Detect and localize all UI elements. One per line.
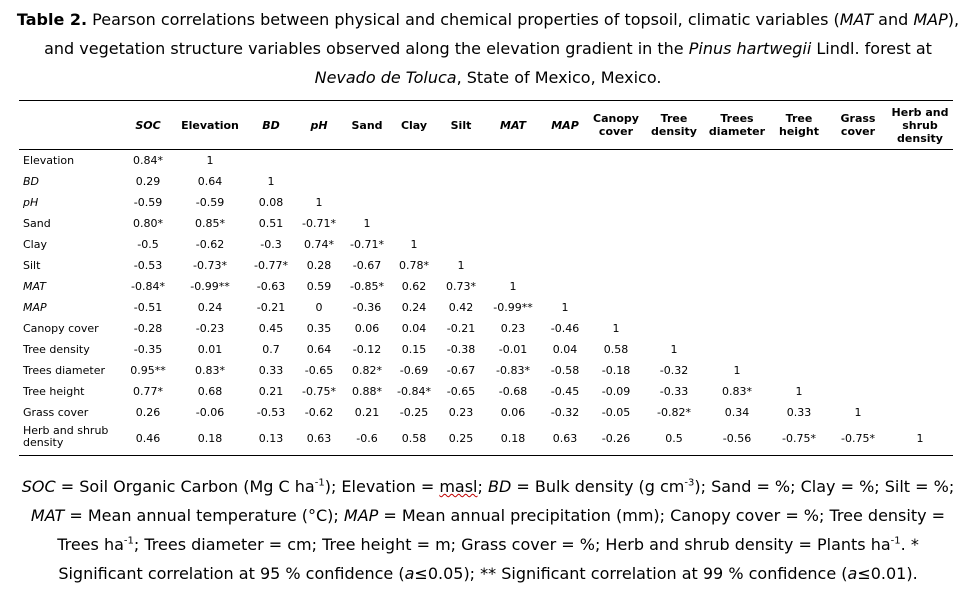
table-cell: 1 bbox=[612, 321, 620, 335]
table-cell bbox=[485, 213, 541, 234]
table-cell bbox=[829, 318, 887, 339]
footnote-sup: -1 bbox=[890, 535, 901, 547]
table-cell: -0.6 bbox=[343, 423, 391, 456]
row-label: Grass cover bbox=[23, 405, 89, 419]
table-cell: 1 bbox=[670, 342, 678, 356]
column-header: Tree density bbox=[643, 101, 705, 150]
table-cell bbox=[887, 360, 953, 381]
table-cell: 0.63 bbox=[295, 423, 343, 456]
table-cell: 0.13 bbox=[247, 423, 295, 456]
caption-text-3: Lindl. forest at bbox=[811, 39, 932, 58]
table-body bbox=[19, 150, 953, 456]
table-cell: 0.24 bbox=[401, 300, 427, 314]
table-cell bbox=[887, 255, 953, 276]
table-cell bbox=[343, 171, 391, 192]
caption-species: Pinus hartwegii bbox=[688, 39, 812, 58]
footnote-text: . * Significant correlation at 95 % confidence ( bbox=[58, 535, 919, 583]
table-cell: -0.99** bbox=[190, 279, 230, 293]
table-cell bbox=[643, 297, 705, 318]
column-header: Canopy cover bbox=[589, 101, 643, 150]
footnote-text: ≤0.01). bbox=[857, 564, 918, 583]
table-cell: 0.82* bbox=[352, 363, 382, 377]
table-cell: -0.75* bbox=[829, 423, 887, 456]
column-header: Elevation bbox=[173, 101, 247, 150]
table-cell bbox=[391, 171, 437, 192]
table-cell bbox=[769, 318, 829, 339]
table-cell: -0.09 bbox=[601, 384, 631, 398]
table-cell bbox=[485, 192, 541, 213]
table-cell bbox=[295, 150, 343, 172]
table-cell: -0.67 bbox=[446, 363, 476, 377]
table-cell bbox=[705, 318, 769, 339]
table-cell: 0.58 bbox=[391, 423, 437, 456]
table-cell: 0.80* bbox=[133, 216, 163, 230]
table-cell: -0.85* bbox=[350, 279, 384, 293]
table-cell bbox=[829, 255, 887, 276]
table-row bbox=[19, 402, 953, 423]
row-label: MAP bbox=[23, 300, 47, 314]
footnote-text: = Mean annual precipitation (mm); Canopy cover = %; Tree density = Trees ha bbox=[57, 506, 946, 554]
table-cell: -0.65 bbox=[446, 384, 476, 398]
table-cell bbox=[541, 150, 589, 172]
table-cell: 1 bbox=[887, 423, 953, 456]
table-cell bbox=[485, 234, 541, 255]
table-cell bbox=[769, 171, 829, 192]
table-cell bbox=[437, 150, 485, 172]
table-cell bbox=[769, 360, 829, 381]
table-cell bbox=[829, 171, 887, 192]
footnote-text: ≤0.05); ** Significant correlation at 99 % confidence ( bbox=[414, 564, 848, 583]
table-cell bbox=[829, 213, 887, 234]
table-cell: 0.21 bbox=[258, 384, 284, 398]
table-cell: 0.95** bbox=[130, 363, 166, 377]
table-cell bbox=[643, 150, 705, 172]
table-cell bbox=[829, 360, 887, 381]
table-cell: 0.85* bbox=[195, 216, 225, 230]
caption-text-4: , State of Mexico, Mexico. bbox=[456, 68, 662, 87]
table-cell bbox=[643, 234, 705, 255]
table-cell bbox=[437, 192, 485, 213]
table-cell: 0.5 bbox=[643, 423, 705, 456]
table-cell: -0.35 bbox=[133, 342, 163, 356]
table-row bbox=[19, 234, 953, 255]
table-cell: -0.21 bbox=[446, 321, 476, 335]
table-cell bbox=[643, 192, 705, 213]
table-cell: -0.18 bbox=[601, 363, 631, 377]
table-cell: -0.56 bbox=[705, 423, 769, 456]
table-cell bbox=[887, 171, 953, 192]
table-cell: 0.73* bbox=[446, 279, 476, 293]
table-cell bbox=[829, 297, 887, 318]
table-cell bbox=[887, 381, 953, 402]
table-cell: -0.71* bbox=[350, 237, 384, 251]
row-label: Elevation bbox=[23, 153, 75, 167]
table-cell: 0.06 bbox=[354, 321, 380, 335]
table-cell bbox=[887, 402, 953, 423]
table-cell bbox=[829, 276, 887, 297]
table-row bbox=[19, 297, 953, 318]
row-label: MAT bbox=[23, 279, 46, 293]
table-cell: -0.51 bbox=[133, 300, 163, 314]
footnote-soc: SOC bbox=[21, 477, 56, 496]
column-header: Grass cover bbox=[829, 101, 887, 150]
table-cell: 1 bbox=[410, 237, 418, 251]
table-cell bbox=[887, 192, 953, 213]
row-label: BD bbox=[23, 174, 40, 188]
table-cell bbox=[485, 150, 541, 172]
table-cell bbox=[829, 150, 887, 172]
footnote-sup: -1 bbox=[123, 535, 134, 547]
table-cell: 0 bbox=[315, 300, 323, 314]
table-cell bbox=[705, 150, 769, 172]
table-cell: -0.45 bbox=[550, 384, 580, 398]
table-cell: 1 bbox=[206, 153, 214, 167]
table-cell bbox=[589, 234, 643, 255]
table-cell: -0.84* bbox=[397, 384, 431, 398]
table-cell: -0.69 bbox=[399, 363, 429, 377]
table-cell bbox=[705, 297, 769, 318]
table-cell: -0.5 bbox=[137, 237, 159, 251]
column-header: Silt bbox=[437, 101, 485, 150]
table-cell bbox=[829, 192, 887, 213]
row-label: Sand bbox=[23, 216, 51, 230]
footnote-sup: -3 bbox=[684, 477, 695, 489]
caption-and: and bbox=[873, 10, 914, 29]
table-cell bbox=[589, 150, 643, 172]
row-label: Canopy cover bbox=[23, 321, 99, 335]
table-cell bbox=[829, 234, 887, 255]
table-cell: 0.74* bbox=[304, 237, 334, 251]
footnote-text: ; Trees diameter = cm; Tree height = m; Grass cover = %; Herb and shrub density = Plants ha bbox=[133, 535, 891, 554]
table-cell: -0.65 bbox=[304, 363, 334, 377]
footnote-text: = Mean annual temperature (°C); bbox=[64, 506, 344, 525]
footnote-masl: masl bbox=[439, 477, 478, 496]
row-label: pH bbox=[23, 195, 39, 209]
row-label: Herb and shrub density bbox=[19, 423, 123, 456]
table-cell: -0.28 bbox=[133, 321, 163, 335]
table-cell bbox=[887, 276, 953, 297]
table-cell bbox=[541, 213, 589, 234]
table-cell: 1 bbox=[363, 216, 371, 230]
header-corner bbox=[19, 101, 123, 150]
table-cell: 0.83* bbox=[722, 384, 752, 398]
table-cell: 1 bbox=[854, 405, 862, 419]
table-cell bbox=[705, 192, 769, 213]
table-cell: -0.38 bbox=[446, 342, 476, 356]
table-cell: 0.01 bbox=[197, 342, 223, 356]
table-cell bbox=[643, 171, 705, 192]
table-cell: 0.06 bbox=[500, 405, 526, 419]
table-cell: -0.23 bbox=[195, 321, 225, 335]
footnote-alpha: a bbox=[404, 564, 415, 583]
table-cell: -0.3 bbox=[260, 237, 282, 251]
table-cell: 0.34 bbox=[724, 405, 750, 419]
table-cell: 0.18 bbox=[485, 423, 541, 456]
table-cell: -0.68 bbox=[498, 384, 528, 398]
table-cell bbox=[589, 297, 643, 318]
table-cell bbox=[769, 234, 829, 255]
column-header: SOC bbox=[123, 101, 173, 150]
row-label: Trees diameter bbox=[23, 363, 106, 377]
footnote-text: ); Sand = %; Clay = %; Silt = %; bbox=[694, 477, 955, 496]
table-cell bbox=[541, 171, 589, 192]
caption-text-2: ), and vegetation structure variables observed along the elevation gradient in the bbox=[44, 10, 960, 58]
table-cell bbox=[643, 276, 705, 297]
column-header: Trees diameter bbox=[705, 101, 769, 150]
column-header: MAP bbox=[541, 101, 589, 150]
column-header: Clay bbox=[391, 101, 437, 150]
table-cell: -0.06 bbox=[195, 405, 225, 419]
table-cell bbox=[769, 276, 829, 297]
table-cell: -0.77* bbox=[254, 258, 288, 272]
table-cell bbox=[589, 171, 643, 192]
table-cell: 0.64 bbox=[306, 342, 332, 356]
table-cell: -0.62 bbox=[195, 237, 225, 251]
table-cell: -0.75* bbox=[769, 423, 829, 456]
table-cell bbox=[485, 171, 541, 192]
table-cell: -0.84* bbox=[131, 279, 165, 293]
table-cell: -0.53 bbox=[133, 258, 163, 272]
column-header: MAT bbox=[485, 101, 541, 150]
table-cell: 0.42 bbox=[448, 300, 474, 314]
table-cell bbox=[391, 150, 437, 172]
table-cell: -0.59 bbox=[195, 195, 225, 209]
table-cell: -0.05 bbox=[601, 405, 631, 419]
table-cell: 1 bbox=[733, 363, 741, 377]
footnote-map: MAP bbox=[343, 506, 379, 525]
table-cell bbox=[705, 339, 769, 360]
table-cell: 0.45 bbox=[258, 321, 284, 335]
table-row bbox=[19, 423, 953, 456]
table-row bbox=[19, 150, 953, 172]
table-cell: 0.84* bbox=[133, 153, 163, 167]
column-header: BD bbox=[247, 101, 295, 150]
table-cell: 0.04 bbox=[401, 321, 427, 335]
table-row bbox=[19, 255, 953, 276]
table-cell bbox=[887, 234, 953, 255]
table-cell: -0.71* bbox=[302, 216, 336, 230]
table-cell bbox=[343, 192, 391, 213]
table-cell: 1 bbox=[315, 195, 323, 209]
table-cell bbox=[887, 339, 953, 360]
table-cell: 0.68 bbox=[197, 384, 223, 398]
table-cell: 0.04 bbox=[552, 342, 578, 356]
column-header: Herb and shrub density bbox=[887, 101, 953, 150]
table-cell bbox=[437, 171, 485, 192]
table-cell bbox=[829, 381, 887, 402]
table-cell bbox=[643, 255, 705, 276]
table-cell: -0.36 bbox=[352, 300, 382, 314]
table-cell: 0.08 bbox=[258, 195, 284, 209]
table-cell: -0.62 bbox=[304, 405, 334, 419]
table-cell bbox=[541, 234, 589, 255]
table-cell bbox=[247, 150, 295, 172]
table-cell: 0.51 bbox=[258, 216, 284, 230]
table-cell: 0.24 bbox=[197, 300, 223, 314]
table-cell: 0.25 bbox=[437, 423, 485, 456]
table-cell: -0.01 bbox=[498, 342, 528, 356]
table-row bbox=[19, 339, 953, 360]
table-cell: 0.21 bbox=[354, 405, 380, 419]
table-cell bbox=[643, 213, 705, 234]
caption-site: Nevado de Toluca bbox=[314, 68, 457, 87]
table-cell: 0.64 bbox=[197, 174, 223, 188]
table-cell bbox=[589, 192, 643, 213]
table-cell: 0.46 bbox=[123, 423, 173, 456]
table-row bbox=[19, 171, 953, 192]
table-cell bbox=[769, 297, 829, 318]
table-cell: 0.58 bbox=[603, 342, 629, 356]
footnote-sup: -1 bbox=[314, 477, 325, 489]
table-cell: -0.25 bbox=[399, 405, 429, 419]
table-cell: 0.78* bbox=[399, 258, 429, 272]
table-cell: 0.33 bbox=[786, 405, 812, 419]
table-cell: 0.26 bbox=[135, 405, 161, 419]
table-cell: -0.32 bbox=[659, 363, 689, 377]
table-cell bbox=[343, 150, 391, 172]
table-cell bbox=[437, 234, 485, 255]
caption-mat: MAT bbox=[839, 10, 874, 29]
table-cell: 0.83* bbox=[195, 363, 225, 377]
correlation-table bbox=[19, 100, 953, 456]
table-cell: -0.59 bbox=[133, 195, 163, 209]
table-cell bbox=[437, 213, 485, 234]
table-cell bbox=[829, 339, 887, 360]
table-cell: 0.88* bbox=[352, 384, 382, 398]
footnote-text: ); Elevation = bbox=[324, 477, 440, 496]
table-cell bbox=[485, 255, 541, 276]
table-cell: 0.62 bbox=[401, 279, 427, 293]
footnote-text: ; bbox=[477, 477, 488, 496]
row-label: Tree density bbox=[23, 342, 90, 356]
table-cell: 0.63 bbox=[541, 423, 589, 456]
table-row bbox=[19, 192, 953, 213]
table-cell bbox=[887, 318, 953, 339]
table-row bbox=[19, 213, 953, 234]
table-cell bbox=[391, 213, 437, 234]
table-cell bbox=[643, 318, 705, 339]
table-cell bbox=[705, 255, 769, 276]
table-row bbox=[19, 381, 953, 402]
table-cell: -0.83* bbox=[496, 363, 530, 377]
table-cell bbox=[295, 171, 343, 192]
table-row bbox=[19, 360, 953, 381]
table-cell: 1 bbox=[795, 384, 803, 398]
table-cell: 0.28 bbox=[306, 258, 332, 272]
footnote-mat: MAT bbox=[30, 506, 65, 525]
table-cell bbox=[705, 276, 769, 297]
table-cell: 0.59 bbox=[306, 279, 332, 293]
table-cell bbox=[769, 213, 829, 234]
table-cell: -0.99** bbox=[493, 300, 533, 314]
table-footnote bbox=[14, 472, 962, 588]
table-cell bbox=[887, 150, 953, 172]
table-cell bbox=[887, 297, 953, 318]
table-cell: -0.33 bbox=[659, 384, 689, 398]
table-cell: -0.26 bbox=[589, 423, 643, 456]
table-row bbox=[19, 318, 953, 339]
table-cell bbox=[769, 339, 829, 360]
table-cell bbox=[887, 213, 953, 234]
row-label: Clay bbox=[23, 237, 47, 251]
table-cell bbox=[541, 255, 589, 276]
caption-label: Table 2. bbox=[16, 10, 88, 29]
table-cell bbox=[769, 150, 829, 172]
caption-text: Pearson correlations between physical and chemical properties of topsoil, climatic variables ( bbox=[87, 10, 840, 29]
table-cell bbox=[391, 192, 437, 213]
table-cell: 0.23 bbox=[500, 321, 526, 335]
table-cell bbox=[705, 234, 769, 255]
table-cell: 0.29 bbox=[135, 174, 161, 188]
table-cell: -0.58 bbox=[550, 363, 580, 377]
row-label: Tree height bbox=[23, 384, 85, 398]
table-cell: 1 bbox=[457, 258, 465, 272]
table-cell: 1 bbox=[509, 279, 517, 293]
caption-map: MAP bbox=[913, 10, 948, 29]
footnote-alpha: a bbox=[847, 564, 858, 583]
column-header: Tree height bbox=[769, 101, 829, 150]
footnote-text: = Bulk density (g cm bbox=[511, 477, 685, 496]
table-cell bbox=[541, 192, 589, 213]
table-cell: -0.12 bbox=[352, 342, 382, 356]
table-cell: 0.15 bbox=[401, 342, 427, 356]
table-cell: 0.7 bbox=[262, 342, 280, 356]
table-cell: 0.18 bbox=[173, 423, 247, 456]
table-cell bbox=[769, 255, 829, 276]
row-label: Silt bbox=[23, 258, 41, 272]
table-cell bbox=[705, 213, 769, 234]
table-cell: -0.32 bbox=[550, 405, 580, 419]
footnote-text: = Soil Organic Carbon (Mg C ha bbox=[55, 477, 315, 496]
column-header: pH bbox=[295, 101, 343, 150]
table-cell: 0.23 bbox=[448, 405, 474, 419]
table-cell bbox=[589, 276, 643, 297]
table-cell: -0.73* bbox=[193, 258, 227, 272]
table-cell: 0.33 bbox=[258, 363, 284, 377]
table-cell: 0.35 bbox=[306, 321, 332, 335]
table-cell: 1 bbox=[561, 300, 569, 314]
table-row bbox=[19, 276, 953, 297]
table-cell: -0.75* bbox=[302, 384, 336, 398]
table-cell bbox=[705, 171, 769, 192]
table-cell: -0.21 bbox=[256, 300, 286, 314]
table-cell: -0.63 bbox=[256, 279, 286, 293]
column-header: Sand bbox=[343, 101, 391, 150]
table-cell bbox=[769, 192, 829, 213]
table-header-row bbox=[19, 101, 953, 150]
table-cell: -0.53 bbox=[256, 405, 286, 419]
table-cell: -0.67 bbox=[352, 258, 382, 272]
table-cell: -0.46 bbox=[550, 321, 580, 335]
table-cell bbox=[589, 255, 643, 276]
footnote-bd: BD bbox=[487, 477, 512, 496]
table-cell: 1 bbox=[267, 174, 275, 188]
table-cell bbox=[541, 276, 589, 297]
table-caption bbox=[14, 5, 962, 92]
table-cell: -0.82* bbox=[657, 405, 691, 419]
table-cell: 0.77* bbox=[133, 384, 163, 398]
table-cell bbox=[589, 213, 643, 234]
